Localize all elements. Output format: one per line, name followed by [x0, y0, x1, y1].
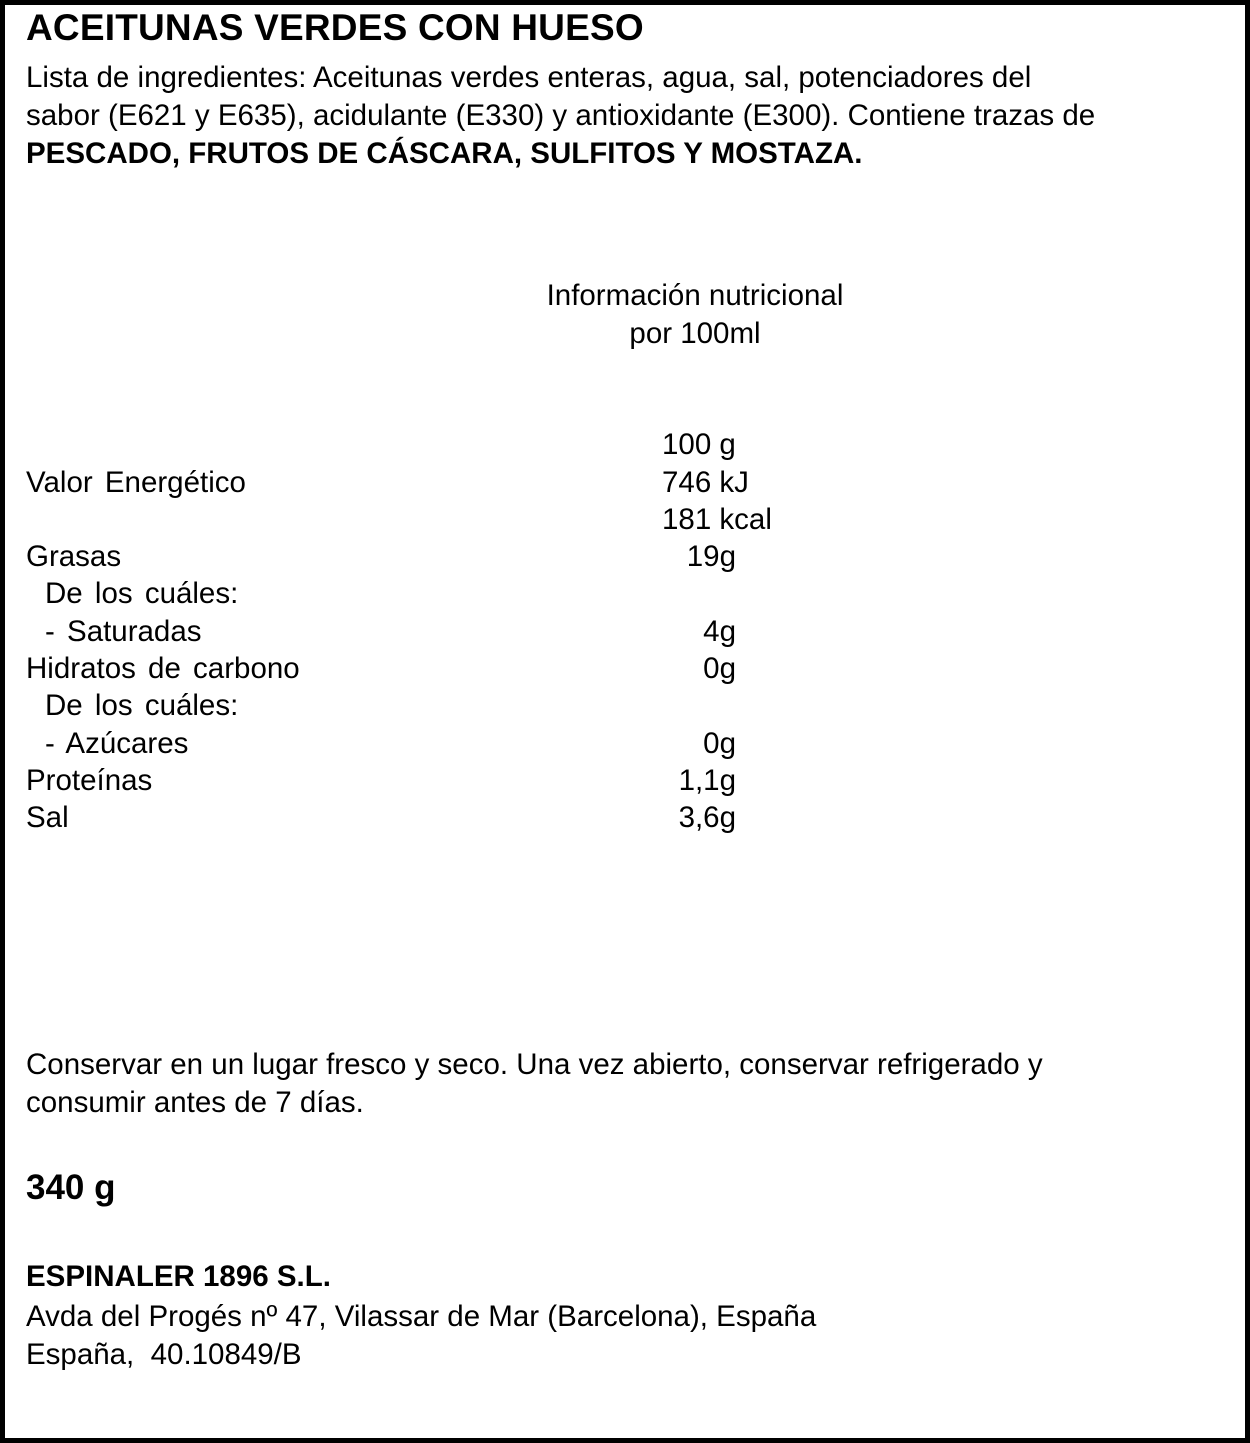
- address-line-1: Avda del Progés nº 47, Vilassar de Mar (Barcelona), España: [26, 1300, 817, 1333]
- manufacturer-address: [26, 1298, 816, 1374]
- nutrient-name: Grasas: [26, 540, 122, 573]
- allergens-text: PESCADO, FRUTOS DE CÁSCARA, SULFITOS Y MOSTAZA.: [26, 137, 863, 170]
- nutrient-name: Sal: [26, 801, 69, 834]
- nutrition-heading-basis: por 100ml: [629, 317, 761, 350]
- nutrient-name: - Saturadas: [45, 615, 202, 648]
- storage-instructions: [26, 1046, 1226, 1122]
- nutrient-value: 4g: [703, 615, 736, 648]
- nutrition-row-energy-kcal: [26, 501, 926, 538]
- nutrient-value: 0g: [703, 727, 736, 760]
- nutrient-value: 0g: [703, 652, 736, 685]
- nutrient-name: De los cuáles:: [45, 689, 239, 722]
- nutrition-heading: [485, 277, 905, 353]
- storage-line-1: Conservar en un lugar fresco y seco. Una vez abierto, conservar refrigerado y: [26, 1048, 1043, 1081]
- nutrition-row-fat: [26, 538, 926, 575]
- ingredients-line-2: sabor (E621 y E635), acidulante (E330) y antioxidante (E300). Contiene trazas de: [26, 99, 1096, 132]
- nutrition-heading-title: Información nutricional: [546, 279, 844, 312]
- nutrition-column-header-row: [26, 426, 926, 463]
- nutrition-row-sugars: [26, 725, 926, 762]
- nutrition-row-protein: [26, 762, 926, 799]
- nutrition-row-salt: [26, 799, 926, 836]
- nutrient-name: Valor Energético: [26, 466, 246, 499]
- ingredients-line-1: Lista de ingredientes: Aceitunas verdes enteras, agua, sal, potenciadores del: [26, 61, 1032, 94]
- ingredients-block: [26, 59, 1226, 173]
- nutrient-name: De los cuáles:: [45, 577, 239, 610]
- nutrition-column-header: 100 g: [662, 428, 736, 461]
- storage-line-2: consumir antes de 7 días.: [26, 1086, 364, 1119]
- nutrient-name: Proteínas: [26, 764, 153, 797]
- nutrient-value: 3,6g: [678, 801, 736, 834]
- nutrient-value: 19g: [686, 540, 736, 573]
- nutrient-value: 746 kJ: [662, 466, 749, 499]
- nutrient-value: 181 kcal: [662, 503, 772, 536]
- nutrition-row-carb-of-which: [26, 687, 926, 724]
- product-title: ACEITUNAS VERDES CON HUESO: [26, 7, 644, 48]
- nutrition-row-fat-of-which: [26, 575, 926, 612]
- net-weight: 340 g: [26, 1168, 116, 1207]
- nutrition-row-carbohydrate: [26, 650, 926, 687]
- allergens-line: [26, 135, 1226, 173]
- address-line-2: España, 40.10849/B: [26, 1338, 302, 1371]
- nutrient-name: Hidratos de carbono: [26, 652, 300, 685]
- nutrient-value: 1,1g: [678, 764, 736, 797]
- manufacturer-name: ESPINALER 1896 S.L.: [26, 1260, 331, 1293]
- nutrient-name: - Azúcares: [45, 727, 189, 760]
- nutrition-row-saturates: [26, 613, 926, 650]
- nutrition-row-energy-kj: [26, 464, 926, 501]
